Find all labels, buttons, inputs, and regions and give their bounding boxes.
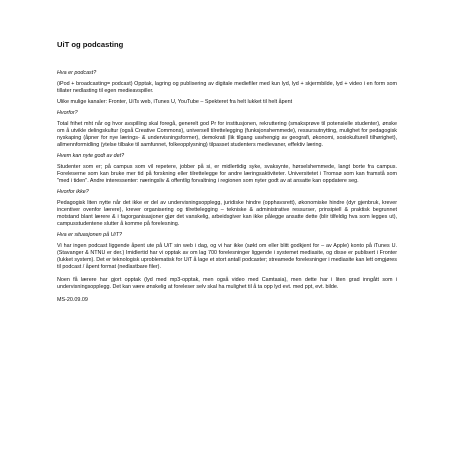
- document-signature: MS-20.09.09: [57, 297, 88, 303]
- section-paragraph: Ulike mulige kanaler: Fronter, UiTs web, iTunes U, YouTube – Spekteret fra helt lukket til helt åpent: [57, 99, 293, 105]
- section-question: Hvorfor?: [57, 110, 78, 116]
- section-situation-uit: [57, 232, 397, 291]
- section-question: Hvorfor ikke?: [57, 189, 89, 195]
- section-paragraph: Vi har ingen podcast liggende åpent ute på UiT sin web i dag, og vi har ikke (søkt om eller blitt godkjent for – av Apple) konto på iTunes U. (Stavanger & NTNU er der.) Imidlertid har vi opptak av om lag 700 forelesninger liggende i systemet mediasite, og disse er publisert i Fronter (lukket system). Det er teknologisk uproblematisk for UiT å lage et stort antall podcaster; streamede forelesninger i mediasite kan lett omgjøres til podcast / åpent format (nedlastbare filer).: [57, 243, 397, 270]
- section-what-is-podcast: [57, 70, 397, 106]
- document-title: UiT og podcasting: [57, 40, 124, 49]
- section-who-benefits: [57, 153, 397, 185]
- section-paragraph: (iPod + broadcasting= podcast) Opptak, lagring og publisering av digitale mediefiler med kun lyd, lyd + skjermbilde, lyd + video i en form som tillater nedlasting til egen medieavspiller.: [57, 81, 397, 94]
- section-paragraph: Total frihet mht når og hvor avspilling skal foregå, generelt god Pr for institusjonen, rekruttering (smaksprøve til potensielle studenter), ønske om å utvikle delingskultur (også Creative Commons), universell tilrettelegging (funksjonshemmede), ressursutnytting, mulighet for pedagogisk nyskaping (åpner for nye lærings- & undervisningsformer), demokrati (lik tilgang uavhengig av geografi, økonomi, sosiokulturell tilhørighet), allmennformidling (ytelse tilbake til samfunnet, folkeopplysning) tilpasset studenters medievaner, effektiv læring.: [57, 121, 397, 148]
- section-question: Hvem kan nyte godt av det?: [57, 153, 125, 159]
- section-question: Hva er situasjonen på UiT?: [57, 232, 123, 238]
- section-why: [57, 110, 397, 149]
- section-paragraph: Studenter som er; på campus som vil repetere, jobber på si, er midlertidig syke, svaksynte, hørselshemmede, langt borte fra campus. Foreleserne som kan bruke mer tid på forskning eller tilrettelegge for andre læringsaktiviteter. Universitetet i Tromsø som kan framstå som "med i tiden". Andre interessenter: næringsliv & offentlig forvaltning i regionen som nyter godt av at ansatte kan oppdatere seg.: [57, 164, 397, 184]
- section-why-not: [57, 189, 397, 228]
- section-paragraph: Noen få lærere har gjort opptak (lyd med mp3-opptak, men også video med Camtasia), men dette har i liten grad inngått som i undervisningsopplegg. Det kan være ønskelig at foreleser selv skal ha mulighet til å ta opp lyd evt. med ppt, evt. bilde.: [57, 277, 397, 290]
- document-page: [57, 40, 397, 304]
- section-question: Hva er podcast?: [57, 70, 97, 76]
- section-paragraph: Pedagogisk liten nytte når det ikke er del av undervisningsopplegg, juridiske hindre (opphavsrett), økonomiske hindre (dyr gjenbruk, krever incentiver ovenfor lærere), krever organisering og tilrettelegging – tekniske & administrative ressurser, prinsipiell & praktisk begrunnet motstand blant lærere & i fagorganisasjoner gjør det vanskelig, arbeidsgiver kan ikke pålegge ansatte dette (blir tilfeldig hva som legges ut), campusstudentene slutter å komme på forelesning.: [57, 200, 397, 227]
